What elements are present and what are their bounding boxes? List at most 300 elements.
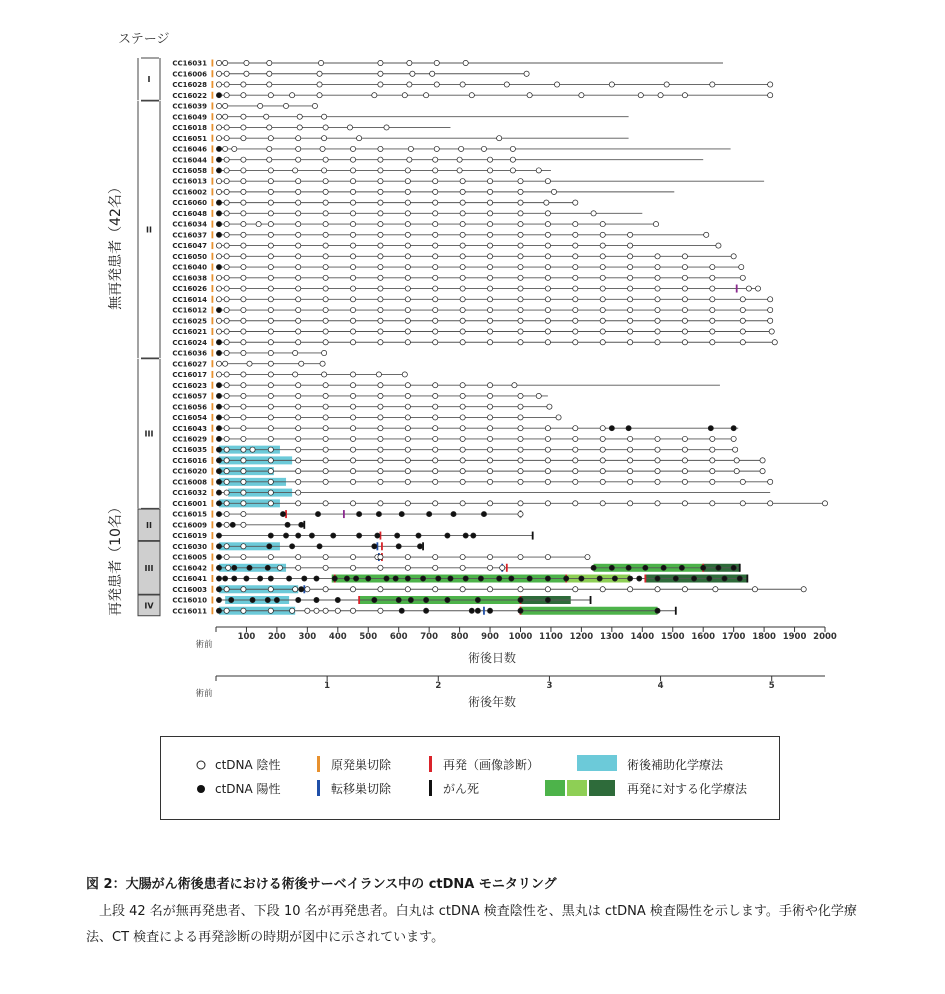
- patient-id: CC16006: [172, 70, 207, 79]
- legend-negative-marker: [195, 759, 207, 771]
- ctdna-negative-marker: [216, 179, 221, 184]
- relapse-mark: [343, 510, 345, 518]
- ctdna-positive-marker: [216, 447, 221, 452]
- ctdna-negative-marker: [350, 608, 355, 613]
- ctdna-positive-marker: [317, 544, 322, 549]
- ctdna-positive-marker: [247, 565, 252, 570]
- ctdna-negative-marker: [545, 211, 550, 216]
- legend-death-mark: [429, 780, 432, 796]
- ctdna-negative-marker: [545, 458, 550, 463]
- tick-label: 1800: [752, 632, 776, 642]
- ctdna-negative-marker: [268, 501, 273, 506]
- stage-header: ステージ: [118, 32, 170, 47]
- ctdna-negative-marker: [296, 415, 301, 420]
- primary-resection-mark: [212, 414, 214, 421]
- ctdna-negative-marker: [545, 307, 550, 312]
- ctdna-positive-marker: [335, 597, 340, 602]
- ctdna-negative-marker: [268, 340, 273, 345]
- ctdna-negative-marker: [350, 222, 355, 227]
- ctdna-negative-marker: [682, 297, 687, 302]
- ctdna-negative-marker: [573, 275, 578, 280]
- ctdna-negative-marker: [545, 297, 550, 302]
- ctdna-negative-marker: [628, 587, 633, 592]
- ctdna-negative-marker: [408, 146, 413, 151]
- patient-row-CC16042: [172, 564, 740, 573]
- patient-id: CC16039: [172, 102, 207, 111]
- ctdna-negative-marker: [740, 329, 745, 334]
- ctdna-negative-marker: [510, 146, 515, 151]
- ctdna-negative-marker: [268, 587, 273, 592]
- ctdna-negative-marker: [433, 340, 438, 345]
- ctdna-positive-marker: [375, 533, 380, 538]
- ctdna-negative-marker: [224, 554, 229, 559]
- ctdna-negative-marker: [296, 275, 301, 280]
- ctdna-positive-marker: [637, 576, 642, 581]
- ctdna-negative-marker: [323, 426, 328, 431]
- ctdna-positive-marker: [280, 511, 285, 516]
- ctdna-positive-marker: [481, 511, 486, 516]
- group-label-non-recurrent: 無再発患者（42名）: [108, 180, 124, 310]
- ctdna-negative-marker: [216, 318, 221, 323]
- patient-row-CC16013: [172, 178, 764, 186]
- ctdna-negative-marker: [405, 383, 410, 388]
- ctdna-positive-marker: [216, 544, 221, 549]
- ctdna-negative-marker: [518, 479, 523, 484]
- ctdna-negative-marker: [518, 393, 523, 398]
- patient-row-CC16048: [172, 210, 642, 218]
- ctdna-negative-marker: [460, 318, 465, 323]
- ctdna-negative-marker: [579, 93, 584, 98]
- patient-id: CC16048: [172, 209, 207, 218]
- ctdna-negative-marker: [405, 222, 410, 227]
- ctdna-negative-marker: [536, 168, 541, 173]
- ctdna-negative-marker: [740, 275, 745, 280]
- primary-resection-mark: [212, 554, 214, 561]
- ctdna-negative-marker: [585, 554, 590, 559]
- ctdna-negative-marker: [216, 71, 221, 76]
- ctdna-negative-marker: [487, 383, 492, 388]
- ctdna-negative-marker: [372, 93, 377, 98]
- patient-id: CC16047: [172, 242, 207, 251]
- ctdna-negative-marker: [323, 264, 328, 269]
- primary-resection-mark: [212, 403, 214, 410]
- ctdna-negative-marker: [487, 275, 492, 280]
- ctdna-negative-marker: [216, 103, 221, 108]
- relapse-mark: [381, 542, 383, 550]
- ctdna-positive-marker: [609, 565, 614, 570]
- ctdna-negative-marker: [545, 447, 550, 452]
- ctdna-negative-marker: [434, 146, 439, 151]
- ctdna-negative-marker: [655, 479, 660, 484]
- ctdna-negative-marker: [268, 393, 273, 398]
- tick-label: 2000: [813, 632, 837, 642]
- ctdna-negative-marker: [350, 415, 355, 420]
- ctdna-negative-marker: [224, 426, 229, 431]
- ctdna-negative-marker: [258, 103, 263, 108]
- patient-row-CC16041: [172, 575, 748, 584]
- ctdna-positive-marker: [302, 576, 307, 581]
- ctdna-negative-marker: [224, 189, 229, 194]
- ctdna-negative-marker: [297, 125, 302, 130]
- ctdna-positive-marker: [315, 511, 320, 516]
- ctdna-positive-marker: [396, 597, 401, 602]
- tick-label: 術前: [195, 640, 213, 650]
- ctdna-positive-marker: [628, 576, 633, 581]
- ctdna-negative-marker: [405, 297, 410, 302]
- ctdna-negative-marker: [317, 93, 322, 98]
- patient-id: CC16021: [172, 328, 207, 337]
- ctdna-positive-marker: [216, 469, 221, 474]
- ctdna-negative-marker: [247, 361, 252, 366]
- patient-row-CC16034: [172, 221, 658, 229]
- ctdna-negative-marker: [293, 168, 298, 173]
- ctdna-negative-marker: [433, 458, 438, 463]
- ctdna-negative-marker: [405, 254, 410, 259]
- ctdna-negative-marker: [424, 93, 429, 98]
- ctdna-negative-marker: [545, 264, 550, 269]
- ctdna-negative-marker: [573, 436, 578, 441]
- ctdna-negative-marker: [241, 82, 246, 87]
- ctdna-negative-marker: [350, 232, 355, 237]
- stage-brackets: [138, 58, 160, 616]
- ctdna-negative-marker: [405, 200, 410, 205]
- ctdna-negative-marker: [460, 501, 465, 506]
- patient-row-CC16021: [172, 328, 774, 336]
- ctdna-negative-marker: [600, 222, 605, 227]
- ctdna-negative-marker: [296, 307, 301, 312]
- ctdna-negative-marker: [216, 60, 221, 65]
- ctdna-negative-marker: [460, 469, 465, 474]
- ctdna-negative-marker: [296, 136, 301, 141]
- ctdna-negative-marker: [628, 436, 633, 441]
- ctdna-negative-marker: [216, 297, 221, 302]
- patient-id: CC16009: [172, 521, 207, 530]
- legend-chemo-swatch-3: [589, 780, 615, 796]
- ctdna-negative-marker: [487, 254, 492, 259]
- ctdna-negative-marker: [323, 275, 328, 280]
- ctdna-negative-marker: [224, 243, 229, 248]
- primary-resection-mark: [212, 392, 214, 399]
- patient-row-CC16024: [172, 339, 777, 347]
- ctdna-negative-marker: [573, 340, 578, 345]
- ctdna-negative-marker: [268, 211, 273, 216]
- ctdna-negative-marker: [460, 179, 465, 184]
- ctdna-negative-marker: [487, 501, 492, 506]
- tick-label: 200: [268, 632, 286, 642]
- ctdna-negative-marker: [460, 189, 465, 194]
- ctdna-negative-marker: [323, 254, 328, 259]
- ctdna-negative-marker: [402, 93, 407, 98]
- stage-label: II: [146, 520, 152, 530]
- ctdna-negative-marker: [323, 222, 328, 227]
- ctdna-negative-marker: [256, 222, 261, 227]
- ctdna-negative-marker: [216, 329, 221, 334]
- ctdna-negative-marker: [305, 608, 310, 613]
- ctdna-negative-marker: [460, 436, 465, 441]
- ctdna-negative-marker: [769, 329, 774, 334]
- ctdna-positive-marker: [609, 426, 614, 431]
- ctdna-negative-marker: [267, 157, 272, 162]
- ctdna-negative-marker: [600, 469, 605, 474]
- ctdna-positive-marker: [357, 511, 362, 516]
- ctdna-positive-marker: [579, 576, 584, 581]
- ctdna-negative-marker: [350, 286, 355, 291]
- ctdna-negative-marker: [433, 200, 438, 205]
- ctdna-negative-marker: [518, 264, 523, 269]
- ctdna-negative-marker: [628, 447, 633, 452]
- ctdna-negative-marker: [710, 469, 715, 474]
- ctdna-positive-marker: [497, 576, 502, 581]
- ctdna-positive-marker: [469, 608, 474, 613]
- ctdna-negative-marker: [268, 275, 273, 280]
- ctdna-negative-marker: [224, 587, 229, 592]
- ctdna-negative-marker: [628, 297, 633, 302]
- primary-resection-mark: [212, 446, 214, 453]
- ctdna-negative-marker: [378, 340, 383, 345]
- ctdna-negative-marker: [277, 565, 282, 570]
- ctdna-negative-marker: [216, 254, 221, 259]
- ctdna-negative-marker: [323, 458, 328, 463]
- ctdna-negative-marker: [350, 168, 355, 173]
- ctdna-negative-marker: [545, 554, 550, 559]
- ctdna-negative-marker: [740, 297, 745, 302]
- ctdna-negative-marker: [655, 264, 660, 269]
- ctdna-negative-marker: [682, 93, 687, 98]
- ctdna-negative-marker: [378, 243, 383, 248]
- ctdna-negative-marker: [487, 404, 492, 409]
- ctdna-positive-marker: [216, 383, 221, 388]
- ctdna-negative-marker: [755, 286, 760, 291]
- ctdna-negative-marker: [241, 383, 246, 388]
- ctdna-negative-marker: [460, 211, 465, 216]
- primary-resection-mark: [212, 478, 214, 485]
- ctdna-negative-marker: [350, 393, 355, 398]
- ctdna-negative-marker: [241, 232, 246, 237]
- ctdna-negative-marker: [433, 426, 438, 431]
- ctdna-negative-marker: [241, 179, 246, 184]
- tick-label: 1100: [539, 632, 563, 642]
- ctdna-negative-marker: [518, 511, 523, 516]
- ctdna-negative-marker: [600, 458, 605, 463]
- ctdna-negative-marker: [224, 372, 229, 377]
- ctdna-negative-marker: [224, 297, 229, 302]
- ctdna-negative-marker: [573, 286, 578, 291]
- ctdna-negative-marker: [216, 372, 221, 377]
- ctdna-positive-marker: [655, 608, 660, 613]
- ctdna-negative-marker: [573, 469, 578, 474]
- ctdna-negative-marker: [638, 93, 643, 98]
- ctdna-negative-marker: [241, 222, 246, 227]
- ctdna-negative-marker: [296, 189, 301, 194]
- ctdna-negative-marker: [434, 60, 439, 65]
- ctdna-negative-marker: [545, 243, 550, 248]
- ctdna-negative-marker: [481, 146, 486, 151]
- patient-row-CC16030: [172, 542, 424, 551]
- ctdna-negative-marker: [224, 329, 229, 334]
- ctdna-positive-marker: [216, 146, 221, 151]
- ctdna-negative-marker: [405, 447, 410, 452]
- ctdna-negative-marker: [487, 200, 492, 205]
- ctdna-negative-marker: [296, 501, 301, 506]
- ctdna-negative-marker: [268, 469, 273, 474]
- ctdna-negative-marker: [682, 275, 687, 280]
- ctdna-negative-marker: [573, 447, 578, 452]
- ctdna-negative-marker: [518, 200, 523, 205]
- ctdna-negative-marker: [760, 458, 765, 463]
- ctdna-negative-marker: [405, 458, 410, 463]
- stage-group: [138, 359, 160, 509]
- ctdna-negative-marker: [731, 254, 736, 259]
- ctdna-negative-marker: [487, 426, 492, 431]
- patient-row-CC16005: [172, 553, 590, 562]
- ctdna-negative-marker: [710, 479, 715, 484]
- ctdna-negative-marker: [232, 146, 237, 151]
- ctdna-negative-marker: [772, 340, 777, 345]
- ctdna-negative-marker: [545, 222, 550, 227]
- ctdna-negative-marker: [518, 436, 523, 441]
- tick-label: 500: [359, 632, 378, 642]
- ctdna-negative-marker: [487, 264, 492, 269]
- relapse-mark: [644, 575, 646, 583]
- ctdna-negative-marker: [350, 565, 355, 570]
- ctdna-negative-marker: [321, 372, 326, 377]
- ctdna-negative-marker: [518, 307, 523, 312]
- ctdna-negative-marker: [268, 372, 273, 377]
- patient-id: CC16013: [172, 177, 207, 186]
- ctdna-negative-marker: [544, 200, 549, 205]
- ctdna-negative-marker: [487, 554, 492, 559]
- ctdna-negative-marker: [267, 146, 272, 151]
- ctdna-positive-marker: [545, 597, 550, 602]
- patient-row-CC16002: [172, 188, 674, 196]
- ctdna-negative-marker: [433, 243, 438, 248]
- ctdna-negative-marker: [378, 329, 383, 334]
- legend-primary-resection-mark: [317, 756, 320, 772]
- ctdna-negative-marker: [290, 608, 295, 613]
- ctdna-negative-marker: [376, 372, 381, 377]
- ctdna-negative-marker: [296, 200, 301, 205]
- ctdna-negative-marker: [296, 436, 301, 441]
- primary-resection-mark: [212, 81, 214, 88]
- ctdna-positive-marker: [626, 565, 631, 570]
- relapse-mark: [736, 285, 738, 293]
- ctdna-positive-marker: [232, 576, 237, 581]
- patient-id: CC16014: [172, 295, 207, 304]
- ctdna-negative-marker: [223, 114, 228, 119]
- ctdna-negative-marker: [591, 211, 596, 216]
- ctdna-negative-marker: [405, 587, 410, 592]
- ctdna-negative-marker: [350, 146, 355, 151]
- ctdna-negative-marker: [457, 157, 462, 162]
- ctdna-positive-marker: [366, 576, 371, 581]
- ctdna-negative-marker: [350, 458, 355, 463]
- ctdna-negative-marker: [357, 136, 362, 141]
- x-axis-days: [195, 627, 836, 650]
- ctdna-positive-marker: [708, 426, 713, 431]
- ctdna-negative-marker: [241, 168, 246, 173]
- ctdna-negative-marker: [321, 168, 326, 173]
- ctdna-negative-marker: [655, 318, 660, 323]
- ctdna-negative-marker: [350, 329, 355, 334]
- ctdna-negative-marker: [224, 275, 229, 280]
- ctdna-negative-marker: [433, 318, 438, 323]
- ctdna-negative-marker: [216, 189, 221, 194]
- patient-id: CC16022: [172, 91, 207, 100]
- ctdna-negative-marker: [268, 168, 273, 173]
- ctdna-negative-marker: [653, 222, 658, 227]
- ctdna-positive-marker: [626, 426, 631, 431]
- ctdna-negative-marker: [658, 93, 663, 98]
- ctdna-negative-marker: [268, 307, 273, 312]
- ctdna-negative-marker: [710, 447, 715, 452]
- patient-id: CC16026: [172, 285, 207, 294]
- tick-label: 100: [237, 632, 256, 642]
- ctdna-negative-marker: [378, 426, 383, 431]
- ctdna-negative-marker: [734, 458, 739, 463]
- legend-metastasis-resection-mark: [317, 780, 320, 796]
- ctdna-negative-marker: [323, 415, 328, 420]
- ctdna-negative-marker: [268, 93, 273, 98]
- ctdna-negative-marker: [378, 146, 383, 151]
- patient-row-CC16058: [172, 167, 551, 175]
- ctdna-negative-marker: [405, 479, 410, 484]
- ctdna-negative-marker: [241, 415, 246, 420]
- ctdna-negative-marker: [323, 393, 328, 398]
- ctdna-negative-marker: [545, 275, 550, 280]
- ctdna-negative-marker: [224, 608, 229, 613]
- ctdna-negative-marker: [460, 458, 465, 463]
- ctdna-negative-marker: [710, 307, 715, 312]
- ctdna-negative-marker: [460, 554, 465, 559]
- ctdna-negative-marker: [573, 329, 578, 334]
- ctdna-negative-marker: [241, 189, 246, 194]
- ctdna-negative-marker: [241, 318, 246, 323]
- ctdna-negative-marker: [224, 136, 229, 141]
- ctdna-negative-marker: [350, 404, 355, 409]
- ctdna-negative-marker: [573, 307, 578, 312]
- ctdna-negative-marker: [487, 447, 492, 452]
- ctdna-negative-marker: [405, 329, 410, 334]
- ctdna-negative-marker: [323, 211, 328, 216]
- ctdna-negative-marker: [518, 587, 523, 592]
- ctdna-negative-marker: [433, 447, 438, 452]
- ctdna-negative-marker: [241, 329, 246, 334]
- ctdna-positive-marker: [285, 522, 290, 527]
- ctdna-negative-marker: [573, 587, 578, 592]
- ctdna-negative-marker: [740, 479, 745, 484]
- patient-row-CC16037: [172, 231, 708, 239]
- ctdna-negative-marker: [224, 222, 229, 227]
- ctdna-negative-marker: [241, 307, 246, 312]
- ctdna-negative-marker: [768, 93, 773, 98]
- ctdna-negative-marker: [497, 136, 502, 141]
- ctdna-negative-marker: [752, 587, 757, 592]
- ctdna-positive-marker: [451, 511, 456, 516]
- stage-label: I: [147, 75, 151, 85]
- ctdna-negative-marker: [296, 232, 301, 237]
- ctdna-negative-marker: [682, 340, 687, 345]
- ctdna-negative-marker: [350, 297, 355, 302]
- ctdna-positive-marker: [216, 157, 221, 162]
- patient-row-CC16046: [172, 145, 730, 153]
- ctdna-negative-marker: [433, 232, 438, 237]
- ctdna-negative-marker: [573, 426, 578, 431]
- patient-id: CC16032: [172, 489, 207, 498]
- ctdna-negative-marker: [223, 103, 228, 108]
- ctdna-negative-marker: [241, 404, 246, 409]
- ctdna-negative-marker: [518, 447, 523, 452]
- ctdna-negative-marker: [600, 447, 605, 452]
